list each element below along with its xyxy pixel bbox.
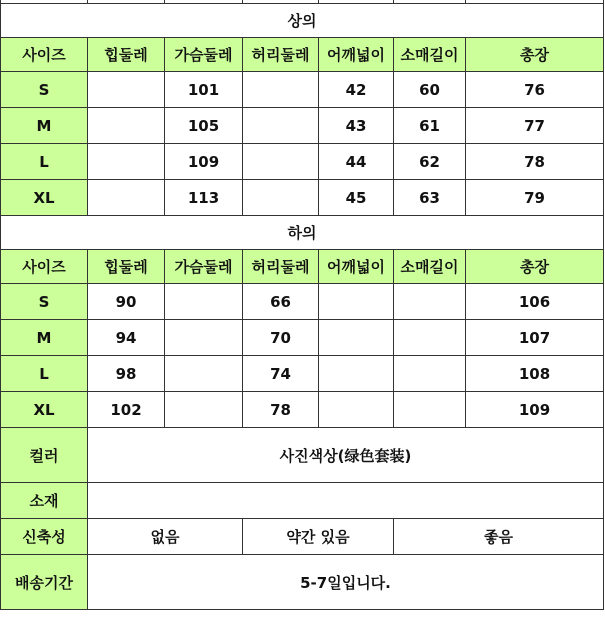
shipping-row: [1, 555, 604, 610]
table-cell: 61: [394, 108, 466, 144]
table-cell: 102: [88, 392, 165, 428]
bottom-header-row: [1, 250, 604, 284]
header-shoulder: 어깨넓이: [319, 38, 394, 72]
header-sleeve: 소매길이: [394, 38, 466, 72]
table-cell: 101: [165, 72, 243, 108]
table-cell: 78: [243, 392, 319, 428]
table-cell: [319, 284, 394, 320]
top-section-title-row: [1, 4, 604, 38]
color-label: 컬러: [1, 428, 88, 483]
header-size: 사이즈: [1, 38, 88, 72]
header-waist: 허리둘레: [243, 38, 319, 72]
table-row: [1, 144, 604, 180]
table-cell: [319, 392, 394, 428]
table-cell: [394, 320, 466, 356]
table-cell: 78: [466, 144, 604, 180]
header-sleeve: 소매길이: [394, 250, 466, 284]
table-cell: [243, 108, 319, 144]
table-cell: 44: [319, 144, 394, 180]
size-label: S: [1, 284, 88, 320]
header-shoulder: 어깨넓이: [319, 250, 394, 284]
table-cell: 107: [466, 320, 604, 356]
table-cell: [394, 284, 466, 320]
material-row: [1, 483, 604, 519]
table-cell: [88, 144, 165, 180]
table-cell: 63: [394, 180, 466, 216]
stretch-row: [1, 519, 604, 555]
table-row: [1, 72, 604, 108]
table-row: [1, 356, 604, 392]
bottom-section-title-row: [1, 216, 604, 250]
table-cell: [243, 144, 319, 180]
size-label: XL: [1, 392, 88, 428]
table-cell: [243, 72, 319, 108]
table-cell: [243, 180, 319, 216]
stretch-option-none: 없음: [88, 519, 243, 555]
table-cell: [394, 356, 466, 392]
table-cell: 79: [466, 180, 604, 216]
table-cell: 90: [88, 284, 165, 320]
table-cell: 76: [466, 72, 604, 108]
table-cell: [165, 320, 243, 356]
size-label: L: [1, 144, 88, 180]
shipping-value: 5-7일입니다.: [88, 555, 604, 610]
table-cell: [88, 108, 165, 144]
size-label: M: [1, 320, 88, 356]
table-cell: 66: [243, 284, 319, 320]
table-cell: [319, 356, 394, 392]
header-length: 총장: [466, 38, 604, 72]
shipping-label: 배송기간: [1, 555, 88, 610]
material-label: 소재: [1, 483, 88, 519]
table-row: [1, 320, 604, 356]
table-cell: 109: [165, 144, 243, 180]
table-cell: [88, 72, 165, 108]
table-row: [1, 180, 604, 216]
header-hip: 힙둘레: [88, 250, 165, 284]
table-cell: [165, 356, 243, 392]
table-cell: 70: [243, 320, 319, 356]
table-cell: 43: [319, 108, 394, 144]
table-cell: 94: [88, 320, 165, 356]
table-row: [1, 392, 604, 428]
stretch-label: 신축성: [1, 519, 88, 555]
color-row: [1, 428, 604, 483]
table-cell: [394, 392, 466, 428]
table-cell: 42: [319, 72, 394, 108]
table-row: [1, 108, 604, 144]
color-value: 사진색상(绿色套装): [88, 428, 604, 483]
table-cell: 45: [319, 180, 394, 216]
table-cell: 62: [394, 144, 466, 180]
table-cell: [165, 392, 243, 428]
size-label: L: [1, 356, 88, 392]
table-cell: 105: [165, 108, 243, 144]
table-cell: 74: [243, 356, 319, 392]
table-cell: 106: [466, 284, 604, 320]
table-cell: [165, 284, 243, 320]
table-cell: [319, 320, 394, 356]
header-waist: 허리둘레: [243, 250, 319, 284]
stretch-option-good: 좋음: [394, 519, 604, 555]
table-cell: 108: [466, 356, 604, 392]
header-chest: 가슴둘레: [165, 38, 243, 72]
header-size: 사이즈: [1, 250, 88, 284]
header-hip: 힙둘레: [88, 38, 165, 72]
table-cell: 113: [165, 180, 243, 216]
table-cell: [88, 180, 165, 216]
size-label: M: [1, 108, 88, 144]
table-cell: 98: [88, 356, 165, 392]
table-cell: 109: [466, 392, 604, 428]
table-cell: 77: [466, 108, 604, 144]
material-value: [88, 483, 604, 519]
size-label: S: [1, 72, 88, 108]
table-row: [1, 284, 604, 320]
header-length: 총장: [466, 250, 604, 284]
top-header-row: [1, 38, 604, 72]
header-chest: 가슴둘레: [165, 250, 243, 284]
table-cell: 60: [394, 72, 466, 108]
top-section-title: 상의: [1, 4, 604, 38]
size-label: XL: [1, 180, 88, 216]
stretch-option-slight: 약간 있음: [243, 519, 394, 555]
bottom-section-title: 하의: [1, 216, 604, 250]
